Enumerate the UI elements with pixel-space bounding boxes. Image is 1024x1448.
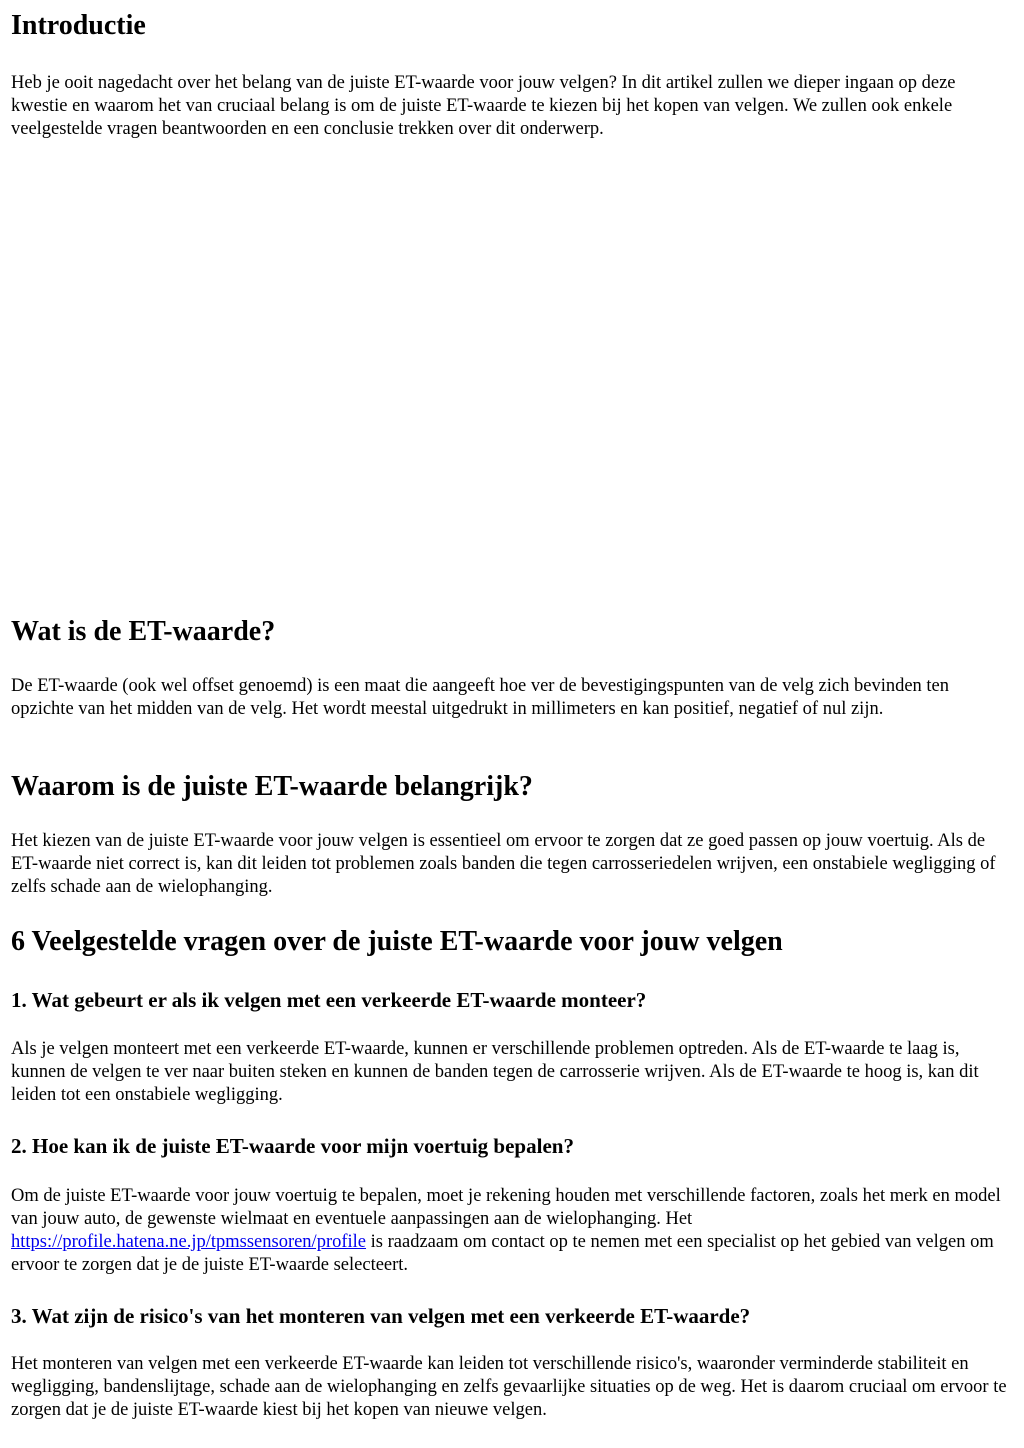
faq-question-1: 1. Wat gebeurt er als ik velgen met een verkeerde ET-waarde monteer? [11, 988, 647, 1012]
intro-heading: Introductie [11, 10, 146, 41]
what-is-et-paragraph: De ET-waarde (ook wel offset genoemd) is een maat die aangeeft hoe ver de bevestigingspunten van de velg zich bevinden ten opzichte van het midden van de velg. Het wordt meestal uitgedrukt in millimeters en kan positief, negatief of nul zijn. [11, 676, 950, 719]
profile-link[interactable]: https://profile.hatena.ne.jp/tpmssensoren/profile [11, 1232, 367, 1252]
faq-answer-2-before: Om de juiste ET-waarde voor jouw voertuig te bepalen, moet je rekening houden met verschillende factoren, zoals het merk en model van jouw auto, de gewenste wielmaat en eventuele aanpassingen aan de wielophanging. Het [11, 1186, 1001, 1229]
why-important-heading: Waarom is de juiste ET-waarde belangrijk? [11, 771, 533, 802]
faq-answer-2 [11, 1185, 1011, 1277]
faq-answer-1: Als je velgen monteert met een verkeerde ET-waarde, kunnen er verschillende problemen optreden. Als de ET-waarde te laag is, kunnen de velgen te ver naar buiten steken en kunnen de banden tegen de carrosserie wrijven. Als de ET-waarde te hoog is, kan dit leiden tot een onstabiele wegligging. [11, 1039, 979, 1105]
embedded-media-placeholder [11, 150, 1011, 610]
faq-heading: 6 Veelgestelde vragen over de juiste ET-waarde voor jouw velgen [11, 926, 783, 957]
what-is-et-heading: Wat is de ET-waarde? [11, 616, 276, 647]
faq-answer-3: Het monteren van velgen met een verkeerde ET-waarde kan leiden tot verschillende risico's, waaronder verminderde stabiliteit en wegligging, bandenslijtage, schade aan de wielophanging en zelfs gevaarlijke situaties op de weg. Het is daarom cruciaal om ervoor te zorgen dat je de juiste ET-waarde kiest bij het kopen van nieuwe velgen. [11, 1354, 1007, 1420]
faq-question-2: 2. Hoe kan ik de juiste ET-waarde voor mijn voertuig bepalen? [11, 1134, 574, 1158]
why-important-paragraph: Het kiezen van de juiste ET-waarde voor jouw velgen is essentieel om ervoor te zorgen dat ze goed passen op jouw voertuig. Als de ET-waarde niet correct is, kan dit leiden tot problemen zoals banden die tegen carrosseriedelen wrijven, een onstabiele wegligging of zelfs schade aan de wielophanging. [11, 831, 996, 897]
faq-question-3: 3. Wat zijn de risico's van het monteren van velgen met een verkeerde ET-waarde? [11, 1304, 751, 1328]
intro-paragraph: Heb je ooit nagedacht over het belang van de juiste ET-waarde voor jouw velgen? In dit artikel zullen we dieper ingaan op deze kwestie en waarom het van cruciaal belang is om de juiste ET-waarde te kiezen bij het kopen van velgen. We zullen ook enkele veelgestelde vragen beantwoorden en een conclusie trekken over dit onderwerp. [11, 73, 956, 139]
faq-answer-2-after: is raadzaam om contact op te nemen met een specialist op het gebied van velgen om ervoor te zorgen dat je de juiste ET-waarde selecteert. [11, 1232, 994, 1275]
